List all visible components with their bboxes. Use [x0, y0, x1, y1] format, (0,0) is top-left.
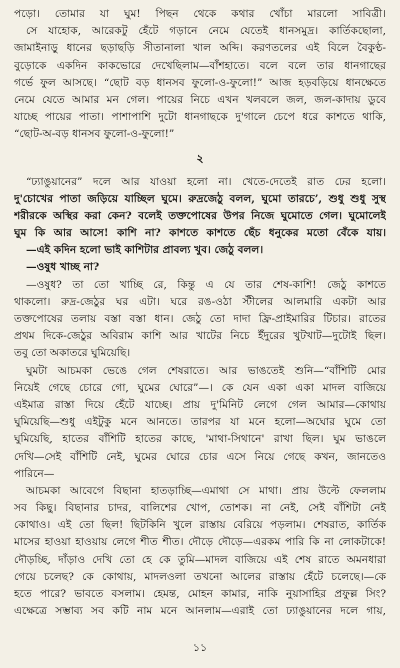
text-line: ঘুম কি আর আসে! কাশি না? কাশতে কাশতে ছেঁচ ধনুকের মতো বেঁকে যায়।	[14, 227, 386, 240]
paragraph-2	[14, 174, 386, 243]
text-line: সব কিছু। বিছানার চাদর, বালিশের খোপ, তোশক। না নেই, সেই বাঁশিটা নেই	[14, 502, 386, 515]
text-line: শরীরকে অস্থির করা কেন? বলেই তক্তপোষের উপর নিজে ঘুমোতে গেল। ঘুমোলেই	[14, 209, 386, 222]
text-line: কোথাও। এই তো ছিল! ছিটকিনি খুলে রাস্তায় বেরিয়ে পড়লাম। শেষরাত, কার্তিক	[14, 519, 386, 532]
text-line: দেখি—সেই বাঁশিটি নেই, ঘুমের ঘোরে চোর এসে নিয়ে গেছে কখন, জানতেও	[14, 450, 386, 463]
text-line: —ওষুধ খাচ্ছ না?	[26, 261, 100, 274]
text-line: প্রথম দিকে-জেঠুর অবিরাম কাশি আর খাটের নিচে ইঁদুরের খুটখাট—দুটোই ছিল।	[14, 330, 386, 343]
text-line: আচমকা আবেগে বিছানা হাতড়াচ্ছি—এমাথা সে মাথা। প্রায় উল্টে ফেললাম	[26, 484, 386, 497]
text-line: দু'চোখের পাতা জড়িয়ে যাচ্ছিল ঘুমে। রুদ্রজেঠু বলল, ঘুমো তারচে’, শুধু শুধু সুস্থ	[14, 192, 386, 205]
text-line: এক্ষেত্রে সম্ভাব্য সব কটি নাম মনে আনলাম—এরাই তো ঢ্যাঙুয়ানের দলে গায়,	[14, 605, 386, 618]
dialogue	[14, 242, 386, 362]
text-line: ঘুমটা আচমকা ভেঙে গেল শেষরাতে। আর ভাঙতেই শুনি—“বাঁশিটি মোর	[26, 364, 386, 377]
text-line: দৌড়চ্ছি, দাঁড়াও দেখি তো হে কে তুমি—মাদল বাজিয়ে এই শেষ রাতে অমনধারা	[14, 553, 386, 566]
text-line: এইমাত্র রাস্তা দিয়ে হেঁটে যাচ্ছে। প্রায় দু'মিনিট লেগে গেল আমার—কোথায়	[14, 398, 386, 411]
text-line: সে যাহোক, আরেকটু হেঁটে গড়ানে নেমে যেতেই ধানসমুদ্র। কার্তিকছোলা,	[26, 25, 386, 38]
text-line: হতে পারে? ভাবতে বসলাম। হেমন্ত, মোহন কামার, নাকি নুয়াসাহির প্রফুল্ল সিং?	[14, 588, 386, 600]
page-number: ১১	[192, 641, 208, 654]
paragraph-1	[14, 6, 386, 144]
text-line: পারিনে—	[14, 467, 55, 480]
text-line: “ছোট-অ-বড় ধানসব ফুলো-ও-ফুলো!”	[14, 128, 175, 141]
text-line: গর্ভে ফুল আসছে। “ছোট বড় ধানসব ফুলো-ও-ফুলো!” আজ হড়বড়িয়ে ধানক্ষেতে	[14, 76, 386, 89]
text-line: বুড়োকে একদিন কাকভোরে দেখেছিলাম—বাঁশহাতে। বলে বলে তার ধানগাছের	[14, 59, 386, 72]
text-line: ঘুমিয়েছি—শুধু এইটুকু মনে আনতে। তারপর যা মনে হলো—অঘোর ঘুমে তো	[14, 416, 386, 429]
paragraph-3	[14, 363, 386, 483]
text-line: জামাইনাড়ু ধানের ছড়াছড়ি সীতানালা খাল অব্দি। করণতলের এই বিলে বৈকুণ্ঠ-	[14, 42, 386, 55]
section-number: ২	[196, 151, 204, 165]
text-line: যাচ্ছে পায়ের পাতা। পাশাপাশি দুটো ধানগাছকে দু'গালে চেপে ধরে কাশতে থাকি,	[14, 111, 386, 124]
text-line: তবু তো অকাতরে ঘুমিয়েছি।	[14, 347, 131, 360]
text-line: “ঢ্যাঙুয়ানের” দলে আর যাওয়া হলো না। খেতে-দেতেই রাত ঢের হলো।	[26, 175, 386, 188]
text-line: তক্তপোষের তলায় বস্তা বস্তা ধান। জেঠু তো দাদা ফ্রি-প্রাইমারির টিচার। রাতের	[14, 313, 386, 325]
text-line: থাকলো। রুদ্র-জেঠুর ঘর এটা। ঘরে রঙ-ওঠা স্টীলের আলমারি একটা আর	[14, 295, 386, 308]
text-line: —এই কদিন হলো ভাই কাশিটার প্রাবল্য খুব। জেঠু বলল।	[26, 244, 264, 257]
text-line: পড়ো। তোমার যা ঘুম! পিছন থেকে কথার খোঁচা মারলো সাবিত্রী।	[14, 8, 386, 20]
text-line: নিয়েই গেছে চোরে গো, ঘুমের ঘোরে”—। কে যেন একা একা মাদল বাজিয়ে	[14, 381, 386, 394]
text-line: মাসের হাওয়া হাওয়ায় লেগে শীত শীত। দৌড়ে দৌড়ে—এরকম পারি কি না লোকটাকে!	[14, 536, 386, 549]
text-line: ঘুমিয়েছি, হাতের বাঁশিটি হাতের কাছে, 'মাথা-সিথানে' রাখা ছিল। ঘুম ভাঙলে	[14, 433, 386, 446]
paragraph-4	[14, 483, 386, 621]
text-line: —ওষুধ? তা তো খাচ্ছি রে, কিন্তু এ যে তার শেষ-কাশি! জেঠু কাশতে	[26, 278, 386, 291]
text-line: নেমে যেতে আমার মন গেল। পায়ের নিচে এখন খলবলে জল, জল-কাদায় ডুবে	[14, 93, 386, 106]
text-line: গেয়ে চলেছ? কে কোথায়, মাদলওলা তখনো আলের রাস্তায় হেঁটে চলেছে।—কে	[14, 570, 386, 583]
